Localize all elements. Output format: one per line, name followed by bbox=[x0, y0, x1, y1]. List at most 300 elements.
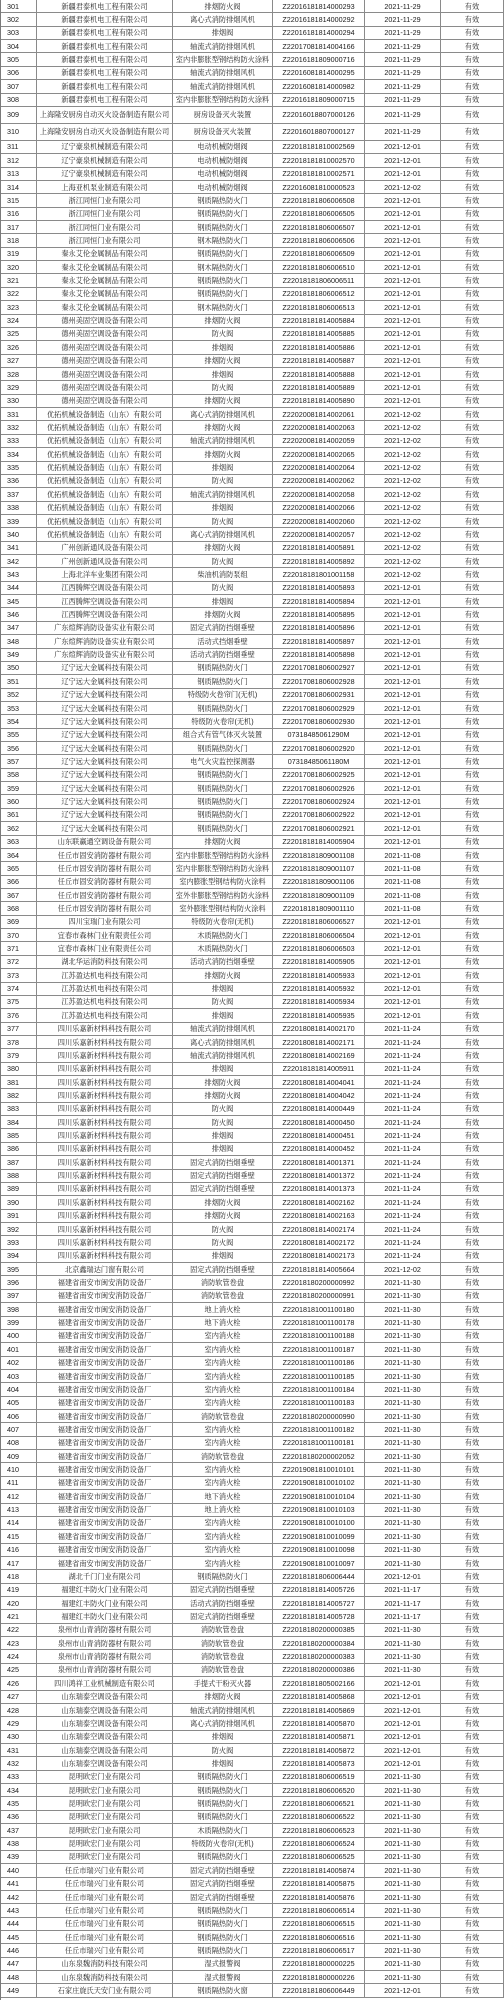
cell-cert: Z22018181814005726 bbox=[273, 1584, 365, 1596]
cell-product: 轴流式消防排烟风机 bbox=[173, 1049, 273, 1061]
cell-date: 2021-12-01 bbox=[365, 1570, 441, 1582]
cell-date: 2021-11-24 bbox=[365, 1049, 441, 1061]
cell-no: 379 bbox=[1, 1049, 37, 1061]
cell-status: 有效 bbox=[441, 1170, 504, 1182]
cell-cert: Z22018181001100188 bbox=[273, 1330, 365, 1342]
table-row bbox=[1, 40, 504, 53]
cell-cert: Z22018181001100184 bbox=[273, 1383, 365, 1395]
cell-date: 2021-12-01 bbox=[365, 381, 441, 393]
cell-date: 2021-11-30 bbox=[365, 1797, 441, 1809]
cell-no: 433 bbox=[1, 1771, 37, 1783]
table-row bbox=[1, 1303, 504, 1316]
cell-no: 313 bbox=[1, 168, 37, 180]
cell-company: 德州美固空调设备有限公司 bbox=[37, 368, 173, 380]
cell-date: 2021-12-01 bbox=[365, 983, 441, 995]
cell-product: 钢木隔热防火门 bbox=[173, 261, 273, 273]
table-row bbox=[1, 27, 504, 40]
table-row bbox=[1, 916, 504, 929]
cell-cert: Z22018181001100182 bbox=[273, 1423, 365, 1435]
cell-status: 有效 bbox=[441, 124, 504, 140]
cell-no: 302 bbox=[1, 13, 37, 25]
table-row bbox=[1, 969, 504, 982]
cell-status: 有效 bbox=[441, 1784, 504, 1796]
cell-cert: Z22018181800000226 bbox=[273, 1971, 365, 1983]
cell-cert: Z22018081814002171 bbox=[273, 1036, 365, 1048]
cell-company: 广东煊辉消防设备实业有限公司 bbox=[37, 649, 173, 661]
cell-cert: Z22018181814005933 bbox=[273, 969, 365, 981]
cell-date: 2021-11-29 bbox=[365, 67, 441, 79]
cell-company: 新疆君泰机电工程有限公司 bbox=[37, 13, 173, 25]
cell-status: 有效 bbox=[441, 421, 504, 433]
cell-cert: 07318485061180M bbox=[273, 755, 365, 767]
cell-date: 2021-11-24 bbox=[365, 1089, 441, 1101]
cell-no: 410 bbox=[1, 1463, 37, 1475]
cell-product: 室内消火栓 bbox=[173, 1397, 273, 1409]
cell-status: 有效 bbox=[441, 1330, 504, 1342]
cell-cert: Z22018081814000451 bbox=[273, 1129, 365, 1141]
cell-no: 316 bbox=[1, 208, 37, 220]
table-row bbox=[1, 1530, 504, 1543]
cell-date: 2021-11-30 bbox=[365, 1864, 441, 1876]
cell-status: 有效 bbox=[441, 1971, 504, 1983]
table-row bbox=[1, 1824, 504, 1837]
cell-company: 广东煊辉消防设备实业有限公司 bbox=[37, 622, 173, 634]
cell-company: 任丘市固安消防器材有限公司 bbox=[37, 902, 173, 914]
table-row bbox=[1, 595, 504, 608]
table-row bbox=[1, 53, 504, 66]
cell-cert: Z22018181814005889 bbox=[273, 381, 365, 393]
cell-product: 钢木隔热防火门 bbox=[173, 234, 273, 246]
cell-no: 360 bbox=[1, 795, 37, 807]
cell-company: 新疆君泰机电工程有限公司 bbox=[37, 27, 173, 39]
cell-company: 山东瑞泰空调设备有限公司 bbox=[37, 1717, 173, 1729]
table-row bbox=[1, 1891, 504, 1904]
cell-company: 新疆君泰机电工程有限公司 bbox=[37, 53, 173, 65]
cell-company: 浙江同恒门业有限公司 bbox=[37, 208, 173, 220]
cell-status: 有效 bbox=[441, 1704, 504, 1716]
table-row bbox=[1, 996, 504, 1009]
cell-cert: Z22018081814002170 bbox=[273, 1023, 365, 1035]
cell-cert: Z22018181814005896 bbox=[273, 622, 365, 634]
cell-date: 2021-12-01 bbox=[365, 1704, 441, 1716]
cell-cert: Z22018181814005892 bbox=[273, 555, 365, 567]
cell-cert: Z22018181814005728 bbox=[273, 1610, 365, 1622]
cell-product: 活动式挡烟垂壁 bbox=[173, 635, 273, 647]
table-row bbox=[1, 1664, 504, 1677]
cell-company: 福建红丰防火门业有限公司 bbox=[37, 1597, 173, 1609]
cell-product: 钢质隔热防火门 bbox=[173, 1570, 273, 1582]
cell-status: 有效 bbox=[441, 1397, 504, 1409]
cell-no: 395 bbox=[1, 1263, 37, 1275]
cell-cert: Z22019081810010097 bbox=[273, 1557, 365, 1569]
cell-status: 有效 bbox=[441, 1637, 504, 1649]
cell-no: 339 bbox=[1, 515, 37, 527]
cell-company: 湖北千门门业有限公司 bbox=[37, 1570, 173, 1582]
table-row bbox=[1, 221, 504, 234]
cell-company: 上海隆安厨房自动灭火设备制造有限公司 bbox=[37, 124, 173, 140]
cell-company: 优拓机械设备制造（山东）有限公司 bbox=[37, 488, 173, 500]
cell-cert: Z22018081814002172 bbox=[273, 1236, 365, 1248]
cell-cert: Z22018181001100180 bbox=[273, 1303, 365, 1315]
cell-date: 2021-12-02 bbox=[365, 181, 441, 193]
cell-date: 2021-11-30 bbox=[365, 1824, 441, 1836]
cell-company: 辽宁远大金属科技有限公司 bbox=[37, 782, 173, 794]
cell-no: 441 bbox=[1, 1878, 37, 1890]
table-row bbox=[1, 1437, 504, 1450]
cell-cert: Z22018181814005868 bbox=[273, 1691, 365, 1703]
table-row bbox=[1, 94, 504, 107]
cell-no: 315 bbox=[1, 194, 37, 206]
cell-company: 福建省南安市闽安消防设备厂 bbox=[37, 1370, 173, 1382]
table-row bbox=[1, 1717, 504, 1730]
cell-cert: Z22018181806006444 bbox=[273, 1570, 365, 1582]
cell-cert: Z22018181001100187 bbox=[273, 1343, 365, 1355]
cell-company: 优拓机械设备制造（山东）有限公司 bbox=[37, 502, 173, 514]
cell-status: 有效 bbox=[441, 622, 504, 634]
cell-cert: Z22020081814002064 bbox=[273, 462, 365, 474]
cell-product: 室内消火栓 bbox=[173, 1343, 273, 1355]
cell-status: 有效 bbox=[441, 40, 504, 52]
table-row bbox=[1, 1744, 504, 1757]
cell-company: 任丘市瑞兴门业有限公司 bbox=[37, 1904, 173, 1916]
cell-company: 广东煊辉消防设备实业有限公司 bbox=[37, 635, 173, 647]
cell-status: 有效 bbox=[441, 435, 504, 447]
cell-status: 有效 bbox=[441, 649, 504, 661]
cell-product: 钢质隔热防火门 bbox=[173, 809, 273, 821]
cell-no: 400 bbox=[1, 1330, 37, 1342]
cell-product: 排烟防火阀 bbox=[173, 1210, 273, 1222]
cell-company: 江苏盈达机电科技有限公司 bbox=[37, 969, 173, 981]
cell-cert: Z22016181814000293 bbox=[273, 0, 365, 12]
cell-product: 钢质隔热防火门 bbox=[173, 769, 273, 781]
cell-cert: Z22019081810010098 bbox=[273, 1544, 365, 1556]
cell-date: 2021-12-02 bbox=[365, 421, 441, 433]
cell-cert: Z22016081810000523 bbox=[273, 181, 365, 193]
cell-cert: Z22017081806002924 bbox=[273, 795, 365, 807]
cell-status: 有效 bbox=[441, 13, 504, 25]
cell-no: 428 bbox=[1, 1704, 37, 1716]
cell-company: 辽宁远大金属科技有限公司 bbox=[37, 729, 173, 741]
cell-company: 浙江同恒门业有限公司 bbox=[37, 194, 173, 206]
cell-no: 387 bbox=[1, 1156, 37, 1168]
cell-status: 有效 bbox=[441, 836, 504, 848]
cell-product: 离心式消防排烟风机 bbox=[173, 1717, 273, 1729]
cell-company: 新疆君泰机电工程有限公司 bbox=[37, 80, 173, 92]
cell-status: 有效 bbox=[441, 595, 504, 607]
cell-no: 431 bbox=[1, 1744, 37, 1756]
cell-product: 防火阀 bbox=[173, 328, 273, 340]
cell-product: 排烟阀 bbox=[173, 462, 273, 474]
table-row bbox=[1, 194, 504, 207]
cell-company: 福建省南安市闽安消防设备厂 bbox=[37, 1383, 173, 1395]
cell-product: 室内非膨胀型钢结构防火涂料 bbox=[173, 53, 273, 65]
cell-date: 2021-11-30 bbox=[365, 1317, 441, 1329]
cell-company: 任丘市瑞兴门业有限公司 bbox=[37, 1931, 173, 1943]
cell-product: 钢质隔热防火门 bbox=[173, 702, 273, 714]
cell-cert: Z22018181814005886 bbox=[273, 341, 365, 353]
table-row bbox=[1, 1357, 504, 1370]
cell-status: 有效 bbox=[441, 568, 504, 580]
cell-date: 2021-11-29 bbox=[365, 27, 441, 39]
cell-company: 泉州市山青消防器材有限公司 bbox=[37, 1624, 173, 1636]
cell-status: 有效 bbox=[441, 1437, 504, 1449]
cell-no: 329 bbox=[1, 381, 37, 393]
cell-cert: Z22019081810010104 bbox=[273, 1490, 365, 1502]
cell-status: 有效 bbox=[441, 1584, 504, 1596]
table-row bbox=[1, 542, 504, 555]
cell-status: 有效 bbox=[441, 288, 504, 300]
cell-status: 有效 bbox=[441, 328, 504, 340]
cell-no: 328 bbox=[1, 368, 37, 380]
cell-no: 449 bbox=[1, 1984, 37, 1996]
cell-no: 347 bbox=[1, 622, 37, 634]
cell-product: 排烟阀 bbox=[173, 368, 273, 380]
cell-status: 有效 bbox=[441, 355, 504, 367]
cell-date: 2021-12-01 bbox=[365, 836, 441, 848]
cell-date: 2021-11-30 bbox=[365, 1490, 441, 1502]
table-row bbox=[1, 1317, 504, 1330]
cell-cert: Z22016018807000126 bbox=[273, 107, 365, 123]
cell-no: 365 bbox=[1, 862, 37, 874]
cell-no: 307 bbox=[1, 80, 37, 92]
cell-company: 江苏盈达机电科技有限公司 bbox=[37, 983, 173, 995]
cell-no: 376 bbox=[1, 1009, 37, 1021]
cell-date: 2021-12-01 bbox=[365, 595, 441, 607]
cell-product: 室内非膨胀型钢结构防火涂料 bbox=[173, 94, 273, 106]
cell-status: 有效 bbox=[441, 1624, 504, 1636]
cell-no: 327 bbox=[1, 355, 37, 367]
cell-product: 排烟阀 bbox=[173, 595, 273, 607]
cell-cert: Z22018181001100181 bbox=[273, 1437, 365, 1449]
cell-company: 新疆君泰机电工程有限公司 bbox=[37, 0, 173, 12]
table-row bbox=[1, 1129, 504, 1142]
cell-date: 2021-11-30 bbox=[365, 1918, 441, 1930]
table-row bbox=[1, 528, 504, 541]
cell-no: 305 bbox=[1, 53, 37, 65]
cell-no: 392 bbox=[1, 1223, 37, 1235]
cell-product: 室内消火栓 bbox=[173, 1477, 273, 1489]
cell-status: 有效 bbox=[441, 261, 504, 273]
table-row bbox=[1, 1650, 504, 1663]
table-row bbox=[1, 1757, 504, 1770]
cell-no: 378 bbox=[1, 1036, 37, 1048]
cell-status: 有效 bbox=[441, 107, 504, 123]
cell-status: 有效 bbox=[441, 1557, 504, 1569]
cell-no: 390 bbox=[1, 1196, 37, 1208]
cell-cert: Z22018181810002571 bbox=[273, 168, 365, 180]
table-row bbox=[1, 1570, 504, 1583]
cell-product: 柴油机消防泵组 bbox=[173, 568, 273, 580]
cell-product: 排烟防火阀 bbox=[173, 395, 273, 407]
cell-company: 山东联赢通空调设备有限公司 bbox=[37, 836, 173, 848]
cell-status: 有效 bbox=[441, 234, 504, 246]
cell-date: 2021-12-01 bbox=[365, 1691, 441, 1703]
cell-company: 江西腾辉空调设备有限公司 bbox=[37, 582, 173, 594]
cell-status: 有效 bbox=[441, 1731, 504, 1743]
cell-date: 2021-11-24 bbox=[365, 1023, 441, 1035]
cell-product: 排烟阀 bbox=[173, 502, 273, 514]
cell-status: 有效 bbox=[441, 1223, 504, 1235]
cell-no: 386 bbox=[1, 1143, 37, 1155]
cell-cert: Z22018081814002163 bbox=[273, 1210, 365, 1222]
cell-cert: Z22018181814005664 bbox=[273, 1263, 365, 1275]
cell-no: 324 bbox=[1, 315, 37, 327]
cell-cert: Z22018181806006510 bbox=[273, 261, 365, 273]
cell-company: 山东瑞泰空调设备有限公司 bbox=[37, 1744, 173, 1756]
cell-no: 404 bbox=[1, 1383, 37, 1395]
cell-no: 385 bbox=[1, 1129, 37, 1141]
cell-no: 434 bbox=[1, 1784, 37, 1796]
cell-no: 442 bbox=[1, 1891, 37, 1903]
table-row bbox=[1, 742, 504, 755]
table-row bbox=[1, 80, 504, 93]
cell-date: 2021-11-24 bbox=[365, 1129, 441, 1141]
cell-date: 2021-12-02 bbox=[365, 502, 441, 514]
cell-date: 2021-12-01 bbox=[365, 969, 441, 981]
cell-date: 2021-12-01 bbox=[365, 809, 441, 821]
cell-no: 370 bbox=[1, 929, 37, 941]
cell-status: 有效 bbox=[441, 1143, 504, 1155]
cell-product: 排烟防火阀 bbox=[173, 0, 273, 12]
cell-product: 钢质隔热防火门 bbox=[173, 1811, 273, 1823]
table-row bbox=[1, 1196, 504, 1209]
cell-product: 消防软管卷盘 bbox=[173, 1410, 273, 1422]
cell-date: 2021-12-01 bbox=[365, 168, 441, 180]
cell-company: 任丘市固安消防器材有限公司 bbox=[37, 876, 173, 888]
cell-cert: Z22018181814005869 bbox=[273, 1704, 365, 1716]
cell-no: 341 bbox=[1, 542, 37, 554]
cell-no: 362 bbox=[1, 822, 37, 834]
cell-date: 2021-12-01 bbox=[365, 1731, 441, 1743]
cell-cert: Z22020081814002061 bbox=[273, 408, 365, 420]
cell-date: 2021-11-29 bbox=[365, 94, 441, 106]
cell-cert: Z22018181814005870 bbox=[273, 1717, 365, 1729]
cell-status: 有效 bbox=[441, 755, 504, 767]
cell-no: 351 bbox=[1, 675, 37, 687]
table-row bbox=[1, 755, 504, 768]
table-row bbox=[1, 1918, 504, 1931]
cell-cert: Z22018081814002173 bbox=[273, 1250, 365, 1262]
cell-status: 有效 bbox=[441, 1677, 504, 1689]
table-row bbox=[1, 124, 504, 141]
cell-no: 332 bbox=[1, 421, 37, 433]
cell-date: 2021-11-30 bbox=[365, 1383, 441, 1395]
table-row bbox=[1, 1397, 504, 1410]
table-row bbox=[1, 328, 504, 341]
cell-company: 山东泉魏消防科技有限公司 bbox=[37, 1971, 173, 1983]
table-row bbox=[1, 341, 504, 354]
cell-product: 地下消火栓 bbox=[173, 1317, 273, 1329]
cell-no: 439 bbox=[1, 1851, 37, 1863]
cell-product: 排烟阀 bbox=[173, 1731, 273, 1743]
cell-date: 2021-12-02 bbox=[365, 462, 441, 474]
table-row bbox=[1, 1263, 504, 1276]
table-row bbox=[1, 1076, 504, 1089]
cell-cert: Z22018181814005904 bbox=[273, 836, 365, 848]
cell-product: 活动式消防挡烟垂壁 bbox=[173, 1597, 273, 1609]
cell-cert: Z22018181814005873 bbox=[273, 1757, 365, 1769]
cell-status: 有效 bbox=[441, 1370, 504, 1382]
cell-company: 上海亚机泵业制造有限公司 bbox=[37, 181, 173, 193]
cell-no: 319 bbox=[1, 248, 37, 260]
cell-no: 422 bbox=[1, 1624, 37, 1636]
cell-product: 室内消火栓 bbox=[173, 1357, 273, 1369]
cell-company: 福建省南安市闽安消防设备厂 bbox=[37, 1357, 173, 1369]
table-row bbox=[1, 1009, 504, 1022]
cell-date: 2021-11-08 bbox=[365, 849, 441, 861]
cell-product: 室内消火栓 bbox=[173, 1463, 273, 1475]
cell-no: 374 bbox=[1, 983, 37, 995]
cell-cert: Z22017081806002930 bbox=[273, 715, 365, 727]
cell-no: 338 bbox=[1, 502, 37, 514]
cell-cert: Z22018181801001158 bbox=[273, 568, 365, 580]
cell-company: 四川乐嘉新材料科技有限公司 bbox=[37, 1196, 173, 1208]
cell-status: 有效 bbox=[441, 782, 504, 794]
table-row bbox=[1, 141, 504, 154]
cell-product: 排烟阀 bbox=[173, 983, 273, 995]
cell-cert: Z22018180200000990 bbox=[273, 1410, 365, 1422]
cell-cert: Z22018180200000991 bbox=[273, 1290, 365, 1302]
cell-date: 2021-12-02 bbox=[365, 555, 441, 567]
cell-date: 2021-12-01 bbox=[365, 795, 441, 807]
cell-company: 辽宁远大金属科技有限公司 bbox=[37, 795, 173, 807]
table-row bbox=[1, 1864, 504, 1877]
cell-product: 排烟防火阀 bbox=[173, 448, 273, 460]
cell-cert: Z22018180200000386 bbox=[273, 1664, 365, 1676]
cell-no: 406 bbox=[1, 1410, 37, 1422]
table-row bbox=[1, 1784, 504, 1797]
cell-product: 排烟防火阀 bbox=[173, 1196, 273, 1208]
cell-company: 秦永艾伦金属制品有限公司 bbox=[37, 261, 173, 273]
cell-product: 排烟防火阀 bbox=[173, 1691, 273, 1703]
cell-status: 有效 bbox=[441, 1891, 504, 1903]
cell-company: 福建省南安市闽安消防设备厂 bbox=[37, 1557, 173, 1569]
cell-product: 室内消火栓 bbox=[173, 1330, 273, 1342]
cell-no: 414 bbox=[1, 1517, 37, 1529]
cell-product: 防火阀 bbox=[173, 1236, 273, 1248]
cell-status: 有效 bbox=[441, 168, 504, 180]
cell-date: 2021-11-24 bbox=[365, 1183, 441, 1195]
cell-status: 有效 bbox=[441, 248, 504, 260]
cell-product: 固定式消防挡烟垂壁 bbox=[173, 1170, 273, 1182]
table-row bbox=[1, 1597, 504, 1610]
table-row bbox=[1, 181, 504, 194]
cell-no: 331 bbox=[1, 408, 37, 420]
table-row bbox=[1, 1624, 504, 1637]
cell-date: 2021-11-30 bbox=[365, 1878, 441, 1890]
cell-cert: Z22018180200000383 bbox=[273, 1650, 365, 1662]
cell-status: 有效 bbox=[441, 1797, 504, 1809]
cell-product: 防火阀 bbox=[173, 515, 273, 527]
cell-company: 湖北华运消防科技有限公司 bbox=[37, 956, 173, 968]
cell-company: 福建红丰防火门业有限公司 bbox=[37, 1610, 173, 1622]
cell-product: 固定式消防挡烟垂壁 bbox=[173, 1891, 273, 1903]
cell-product: 室内非膨胀型钢结构防火涂料 bbox=[173, 862, 273, 874]
cell-status: 有效 bbox=[441, 408, 504, 420]
cell-status: 有效 bbox=[441, 1650, 504, 1662]
cell-no: 317 bbox=[1, 221, 37, 233]
cell-date: 2021-11-30 bbox=[365, 1343, 441, 1355]
cell-date: 2021-12-01 bbox=[365, 1009, 441, 1021]
cell-no: 346 bbox=[1, 608, 37, 620]
cell-status: 有效 bbox=[441, 1423, 504, 1435]
table-row bbox=[1, 1116, 504, 1129]
cell-status: 有效 bbox=[441, 194, 504, 206]
cell-company: 优拓机械设备制造（山东）有限公司 bbox=[37, 408, 173, 420]
cell-status: 有效 bbox=[441, 689, 504, 701]
cell-date: 2021-12-01 bbox=[365, 715, 441, 727]
cell-cert: Z22020081814002058 bbox=[273, 488, 365, 500]
